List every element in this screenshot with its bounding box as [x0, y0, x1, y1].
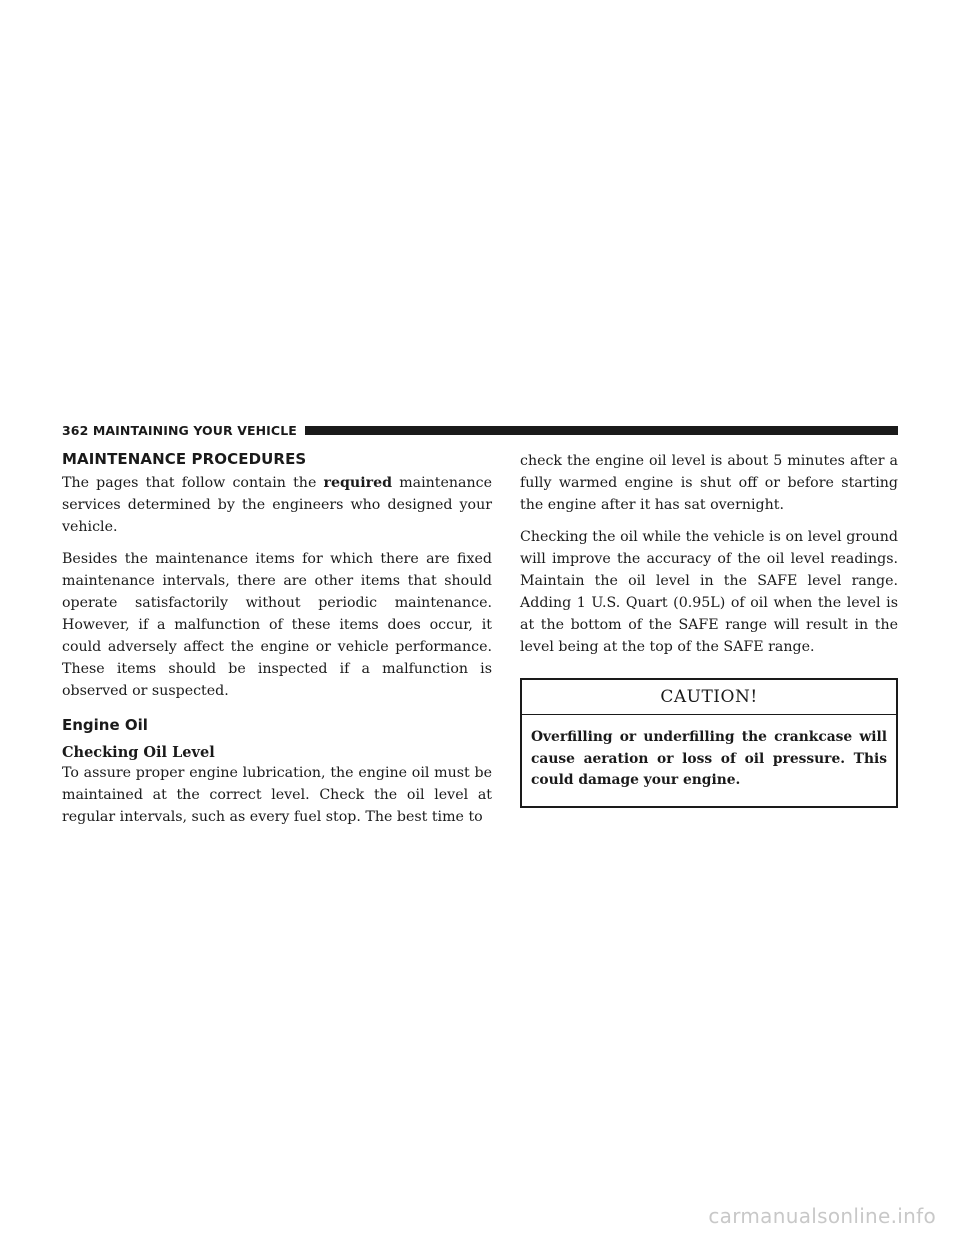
level-ground-paragraph: Checking the oil while the vehicle is on level ground will improve the accuracy of the oil level readings. Maintain the oil level in the SAFE level range. Adding 1 U.S. Quart (0.95L) of oil when the level is at the bottom of the SAFE range will result in the level being at the top of the SAFE range.	[520, 529, 898, 655]
intro-text-start: The pages that follow contain the	[62, 475, 324, 491]
running-head	[62, 421, 898, 439]
maintenance-items-paragraph: Besides the maintenance items for which there are fixed maintenance intervals, there are other items that should operate satisfactorily without periodic maintenance. However, if a malfunction of these items does occur, it could adversely affect the engine or vehicle performance. These items should be inspected if a malfunction is observed or suspected.	[62, 551, 492, 699]
header-rule	[305, 426, 898, 435]
watermark: carmanualsonline.info	[708, 1204, 936, 1228]
checking-oil-level-heading: Checking Oil Level	[62, 744, 215, 761]
engine-oil-heading: Engine Oil	[62, 716, 148, 734]
left-column	[62, 450, 492, 838]
section-heading: MAINTENANCE PROCEDURES	[62, 450, 307, 468]
required-emphasis: required	[323, 475, 393, 491]
caution-text: Overfilling or underfilling the crankcase will cause aeration or loss of oil pressure. This could damage your engine.	[531, 729, 887, 788]
intro-paragraph	[62, 472, 492, 538]
oil-level-paragraph: To assure proper engine lubrication, the engine oil must be maintained at the correct level. Check the oil level at regular intervals, such as every fuel stop. The best time to	[62, 765, 492, 825]
caution-box	[520, 678, 898, 808]
right-column	[520, 450, 898, 808]
oil-check-timing-paragraph: check the engine oil level is about 5 minutes after a fully warmed engine is shut off or before starting the engine after it has sat overnight.	[520, 453, 898, 513]
intro-text-end: maintenance services determined by the engineers who designed your vehicle.	[62, 475, 492, 535]
page-folio: 362 MAINTAINING YOUR VEHICLE	[62, 422, 297, 438]
caution-title: CAUTION!	[522, 680, 896, 715]
